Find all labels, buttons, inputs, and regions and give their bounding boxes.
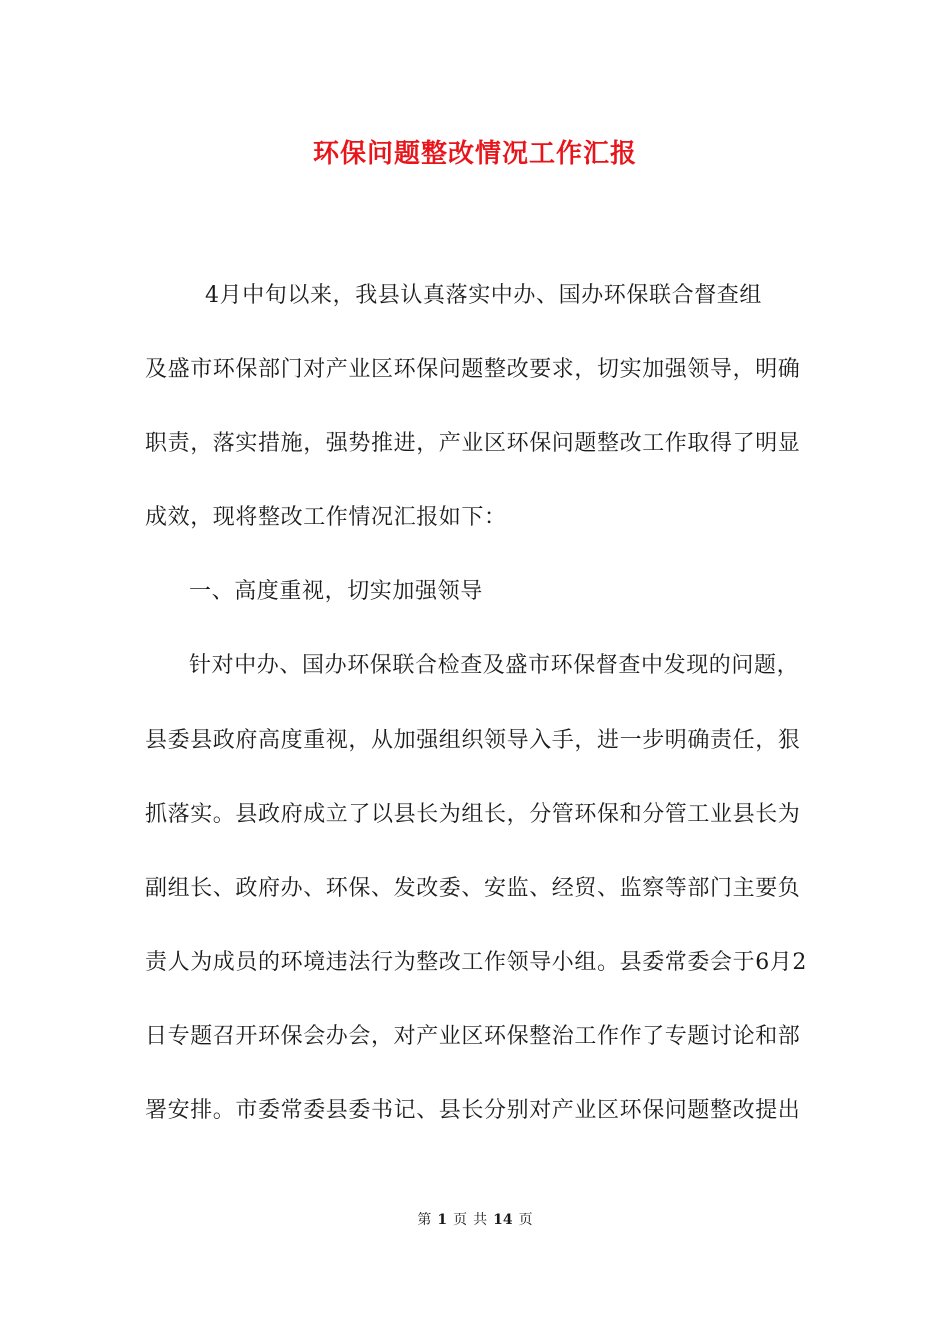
- current-page-number: 1: [437, 1212, 448, 1228]
- paragraph-2-line-6: 日专题召开环保会办会，对产业区环保整治工作作了专题讨论和部: [145, 1024, 801, 1049]
- footer-page-word: 页: [453, 1212, 468, 1228]
- paragraph-1-line-3: 职责，落实措施，强势推进，产业区环保问题整改工作取得了明显: [145, 431, 801, 456]
- paragraph-2-line-7: 署安排。市委常委县委书记、县长分别对产业区环保问题整改提出: [145, 1098, 801, 1123]
- paragraph-2-line-1: 针对中办、国办环保联合检查及盛市环保督查中发现的问题，: [189, 653, 800, 678]
- section-heading-1: 一、高度重视，切实加强领导: [189, 579, 483, 604]
- paragraph-1-line-1: 4月中旬以来，我县认真落实中办、国办环保联合督查组: [205, 283, 762, 308]
- page-footer: [0, 1208, 950, 1232]
- paragraph-2-line-5: 责人为成员的环境违法行为整改工作领导小组。县委常委会于6月2: [145, 950, 807, 975]
- paragraph-1-line-2: 及盛市环保部门对产业区环保问题整改要求，切实加强领导，明确: [145, 357, 801, 382]
- document-title: 环保问题整改情况工作汇报: [312, 139, 637, 169]
- footer-prefix: 第: [417, 1212, 432, 1228]
- paragraph-1-line-4: 成效，现将整改工作情况汇报如下：: [145, 505, 507, 530]
- paragraph-2-line-2: 县委县政府高度重视，从加强组织领导入手，进一步明确责任，狠: [145, 728, 801, 753]
- paragraph-2-line-3: 抓落实。县政府成立了以县长为组长，分管环保和分管工业县长为: [145, 802, 801, 827]
- total-pages-number: 14: [493, 1212, 513, 1228]
- footer-total-prefix: 共: [473, 1212, 488, 1228]
- paragraph-2-line-4: 副组长、政府办、环保、发改委、安监、经贸、监察等部门主要负: [145, 876, 801, 901]
- footer-suffix: 页: [518, 1212, 533, 1228]
